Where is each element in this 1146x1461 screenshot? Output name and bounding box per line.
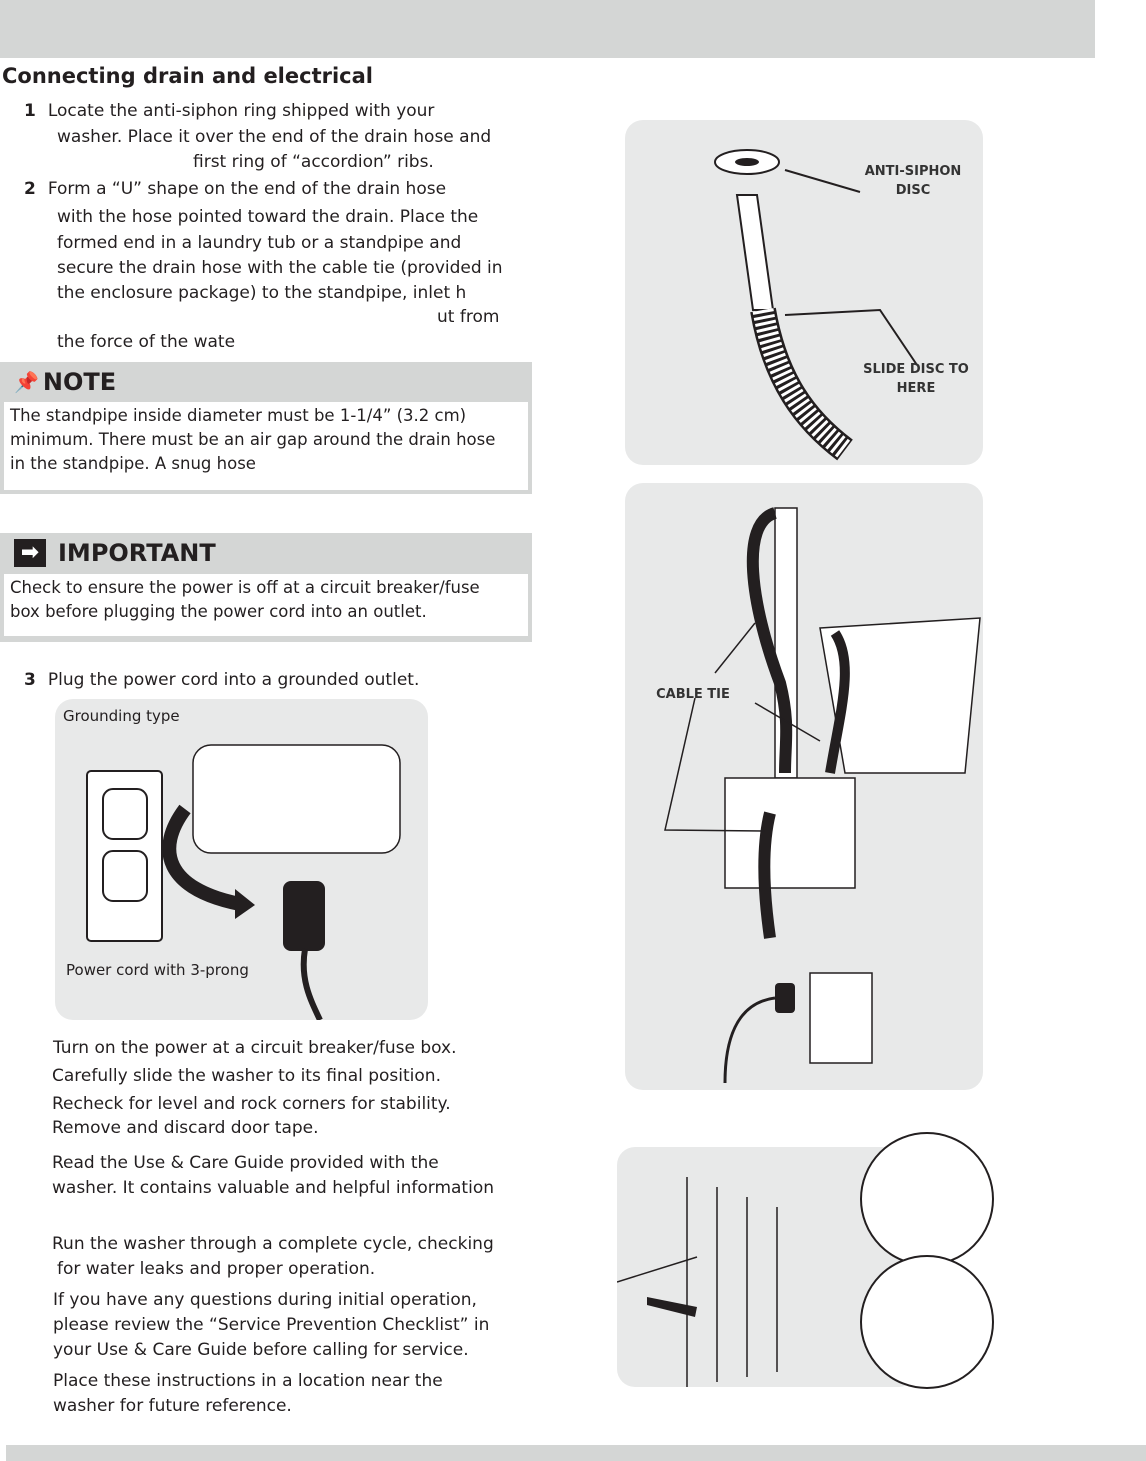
step-number: 3: [24, 670, 36, 690]
note-text: minimum. There must be an air gap around the drain hose: [10, 430, 496, 449]
step-2: [24, 176, 446, 202]
note-text: The standpipe inside diameter must be 1-1/4” (3.2 cm): [10, 406, 467, 425]
important-box: [0, 533, 532, 642]
step-text: Remove and discard door tape.: [52, 1118, 319, 1138]
step-text: first ring of “accordion” ribs.: [193, 152, 434, 172]
cord-label: Power cord with 3-prong: [66, 961, 249, 979]
grounding-figure: [55, 699, 428, 1020]
step-text: secure the drain hose with the cable tie (provided in: [57, 258, 503, 278]
step-text: the enclosure package) to the standpipe, inlet h: [57, 283, 467, 303]
step-1: [24, 98, 434, 124]
step-text: Place these instructions in a location near the: [53, 1371, 443, 1391]
note-body: [4, 402, 528, 490]
step-text: Carefully slide the washer to its final position.: [52, 1066, 441, 1086]
important-text: Check to ensure the power is off at a circuit breaker/fuse: [10, 578, 480, 597]
step-text: Turn on the power at a circuit breaker/fuse box.: [53, 1038, 457, 1058]
step-text: washer. Place it over the end of the drain hose and: [57, 127, 492, 147]
step-text: Locate the anti-siphon ring shipped with your: [47, 101, 435, 121]
grounding-label: Grounding type: [63, 707, 180, 725]
step-text: for water leaks and proper operation.: [57, 1259, 376, 1279]
step-text: please review the “Service Prevention Checklist” in: [53, 1315, 490, 1335]
important-body: [4, 574, 528, 636]
step-text: washer. It contains valuable and helpful information: [52, 1178, 494, 1198]
step-text: Read the Use & Care Guide provided with the: [52, 1153, 439, 1173]
note-box: [0, 362, 532, 494]
important-title: IMPORTANT: [58, 539, 216, 567]
anti-siphon-figure: [625, 120, 983, 465]
step-text: your Use & Care Guide before calling for service.: [53, 1340, 469, 1360]
arrow-right-icon: ➡: [14, 539, 46, 567]
cable-tie-figure: [625, 483, 983, 1090]
step-text: Form a “U” shape on the end of the drain hose: [47, 179, 447, 199]
detail-circle-top: [860, 1132, 994, 1266]
detail-circle-bottom: [860, 1255, 994, 1389]
step-text: If you have any questions during initial operation,: [53, 1290, 477, 1310]
step-text: Plug the power cord into a grounded outlet.: [47, 670, 420, 690]
step-text: Recheck for level and rock corners for stability.: [52, 1094, 451, 1114]
note-header: [0, 362, 532, 402]
step-text: with the hose pointed toward the drain. Place the: [57, 207, 479, 227]
step-3: [24, 667, 419, 693]
step-text: Run the washer through a complete cycle, checking: [52, 1234, 494, 1254]
header-band: [0, 0, 1095, 58]
step-text: washer for future reference.: [53, 1396, 292, 1416]
note-title: NOTE: [42, 368, 117, 396]
step-number: 2: [24, 179, 36, 199]
slide-disc-label: SLIDE DISC TO HERE: [863, 362, 969, 396]
important-text: box before plugging the power cord into an outlet.: [10, 602, 427, 621]
step-text: the force of the wate: [57, 332, 236, 352]
important-header: [0, 533, 532, 573]
step-number: 1: [24, 101, 36, 121]
note-text: in the standpipe. A snug hose: [10, 454, 256, 473]
anti-siphon-label: ANTI-SIPHON DISC: [864, 164, 962, 198]
standpipe-tub-illustration: [625, 483, 983, 1090]
step-text: formed end in a laundry tub or a standpipe and: [57, 233, 462, 253]
step-text: ut from: [437, 307, 500, 327]
footer-band: [6, 1445, 1146, 1461]
cable-tie-label: CABLE TIE: [656, 687, 730, 702]
section-title: Connecting drain and electrical: [2, 64, 373, 88]
pushpin-icon: 📌: [14, 370, 39, 394]
